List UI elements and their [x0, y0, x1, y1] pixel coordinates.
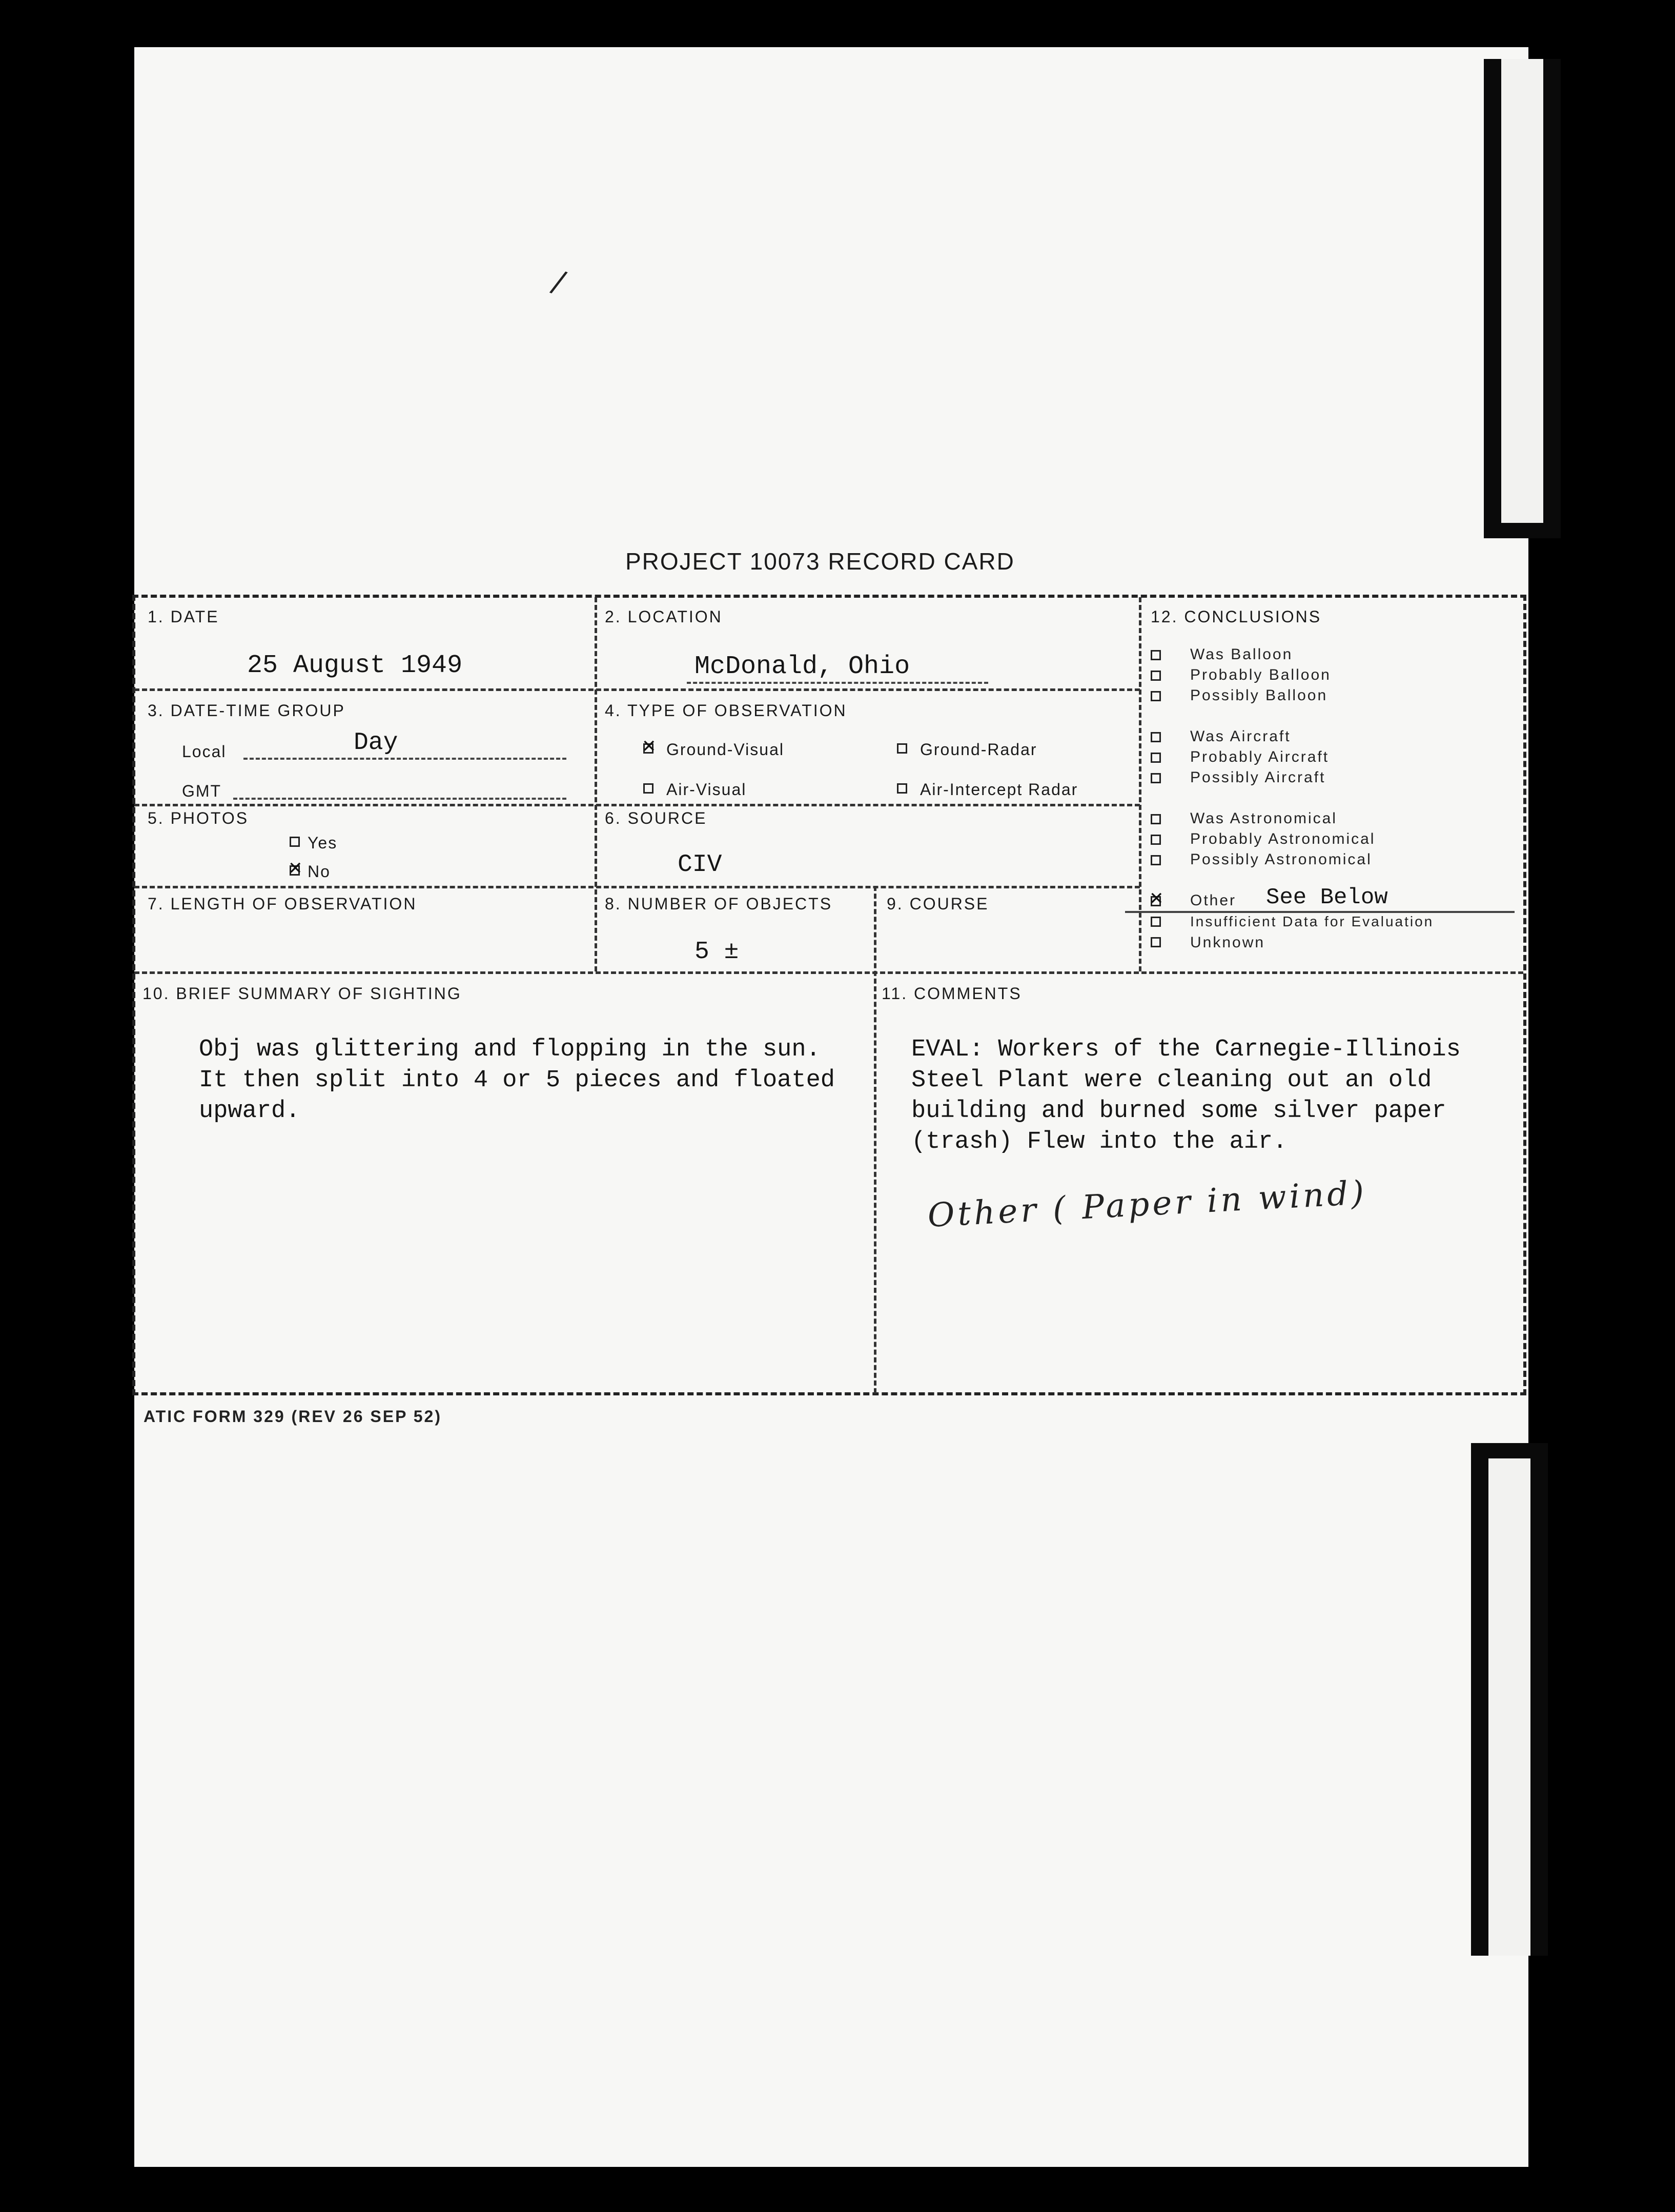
conclusion-was-aircraft: Was Aircraft: [1190, 728, 1291, 745]
row-divider-3: [134, 886, 1140, 888]
check-mark: ✕: [642, 736, 657, 757]
conclusion-other-note: See Below: [1266, 885, 1388, 910]
col-divider-2: [1139, 597, 1141, 971]
summary-line-1: Obj was glittering and flopping in the sun.: [199, 1036, 821, 1063]
date-value: 25 August 1949: [247, 651, 463, 680]
source-value: CIV: [678, 851, 722, 879]
air-intercept-radar-label: Air-Intercept Radar: [920, 780, 1078, 799]
course-label: 9. COURSE: [887, 895, 989, 913]
col-divider-3: [874, 886, 876, 1393]
ground-radar-checkbox[interactable]: [897, 743, 907, 754]
conclusion-probably-astronomical: Probably Astronomical: [1190, 830, 1376, 847]
air-visual-checkbox[interactable]: [643, 783, 653, 794]
photos-label: 5. PHOTOS: [148, 809, 249, 827]
air-intercept-radar-checkbox[interactable]: [897, 783, 907, 794]
conclusion-unknown: Unknown: [1190, 934, 1265, 951]
obs-type-label: 4. TYPE OF OBSERVATION: [605, 701, 847, 720]
conclusion-possibly-balloon: Possibly Balloon: [1190, 687, 1328, 704]
other-underline: [1125, 911, 1515, 913]
conclusion-was-astronomical: Was Astronomical: [1190, 810, 1337, 827]
photos-yes-label: Yes: [308, 834, 338, 852]
conclusions-label: 12. CONCLUSIONS: [1151, 607, 1322, 626]
dtg-gmt-label: GMT: [182, 782, 222, 800]
card-title: PROJECT 10073 RECORD CARD: [625, 548, 1015, 575]
dtg-local-value: Day: [354, 729, 398, 757]
date-label: 1. DATE: [148, 607, 219, 626]
dtg-local-line: [243, 758, 566, 760]
stray-mark: /: [547, 263, 570, 301]
objects-value: 5 ±: [694, 938, 739, 966]
possibly-aircraft-checkbox[interactable]: [1151, 773, 1161, 783]
col-divider-1: [595, 597, 597, 971]
row-divider-4: [134, 971, 1523, 974]
summary-label: 10. BRIEF SUMMARY OF SIGHTING: [142, 984, 462, 1003]
film-edge-bottom: [1471, 1443, 1548, 1956]
air-visual-label: Air-Visual: [666, 780, 747, 799]
comments-line-2: Steel Plant were cleaning out an old: [911, 1067, 1432, 1094]
handwritten-note: Other ( Paper in wind): [927, 1174, 1368, 1235]
conclusion-probably-balloon: Probably Balloon: [1190, 666, 1331, 683]
ground-visual-label: Ground-Visual: [666, 740, 784, 759]
probably-astronomical-checkbox[interactable]: [1151, 835, 1161, 845]
check-mark: ✕: [1149, 888, 1164, 909]
possibly-balloon-checkbox[interactable]: [1151, 691, 1161, 701]
objects-label: 8. NUMBER OF OBJECTS: [605, 895, 833, 913]
was-balloon-checkbox[interactable]: [1151, 650, 1161, 660]
probably-balloon-checkbox[interactable]: [1151, 671, 1161, 681]
conclusion-insufficient-data: Insufficient Data for Evaluation: [1190, 914, 1434, 929]
insufficient-data-checkbox[interactable]: [1151, 917, 1161, 927]
conclusion-other: Other: [1190, 892, 1237, 909]
form-footer: ATIC FORM 329 (REV 26 SEP 52): [144, 1407, 442, 1426]
conclusion-probably-aircraft: Probably Aircraft: [1190, 748, 1330, 765]
comments-line-1: EVAL: Workers of the Carnegie-Illinois: [911, 1036, 1461, 1063]
probably-aircraft-checkbox[interactable]: [1151, 753, 1161, 763]
comments-line-4: (trash) Flew into the air.: [911, 1128, 1288, 1155]
conclusion-was-balloon: Was Balloon: [1190, 646, 1293, 663]
dtg-local-label: Local: [182, 742, 227, 761]
conclusion-possibly-astronomical: Possibly Astronomical: [1190, 851, 1372, 868]
dtg-label: 3. DATE-TIME GROUP: [148, 701, 345, 720]
possibly-astronomical-checkbox[interactable]: [1151, 855, 1161, 865]
source-label: 6. SOURCE: [605, 809, 707, 827]
location-label: 2. LOCATION: [605, 607, 723, 626]
row-divider-2: [134, 804, 1140, 806]
was-aircraft-checkbox[interactable]: [1151, 732, 1161, 742]
photos-no-label: No: [308, 862, 331, 881]
location-value: McDonald, Ohio: [694, 652, 910, 681]
row-divider-1: [134, 688, 1140, 691]
unknown-checkbox[interactable]: [1151, 937, 1161, 947]
comments-line-3: building and burned some silver paper: [911, 1098, 1446, 1125]
ground-radar-label: Ground-Radar: [920, 740, 1037, 759]
comments-label: 11. COMMENTS: [882, 984, 1022, 1003]
length-label: 7. LENGTH OF OBSERVATION: [148, 895, 417, 913]
location-underline: [687, 682, 988, 684]
was-astronomical-checkbox[interactable]: [1151, 814, 1161, 824]
summary-line-2: It then split into 4 or 5 pieces and floated: [199, 1067, 835, 1094]
check-mark: ✕: [288, 858, 303, 879]
conclusion-possibly-aircraft: Possibly Aircraft: [1190, 769, 1326, 786]
film-edge-top: [1484, 59, 1561, 538]
photos-yes-checkbox[interactable]: [290, 837, 300, 847]
dtg-gmt-line: [233, 798, 566, 800]
summary-line-3: upward.: [199, 1098, 300, 1125]
